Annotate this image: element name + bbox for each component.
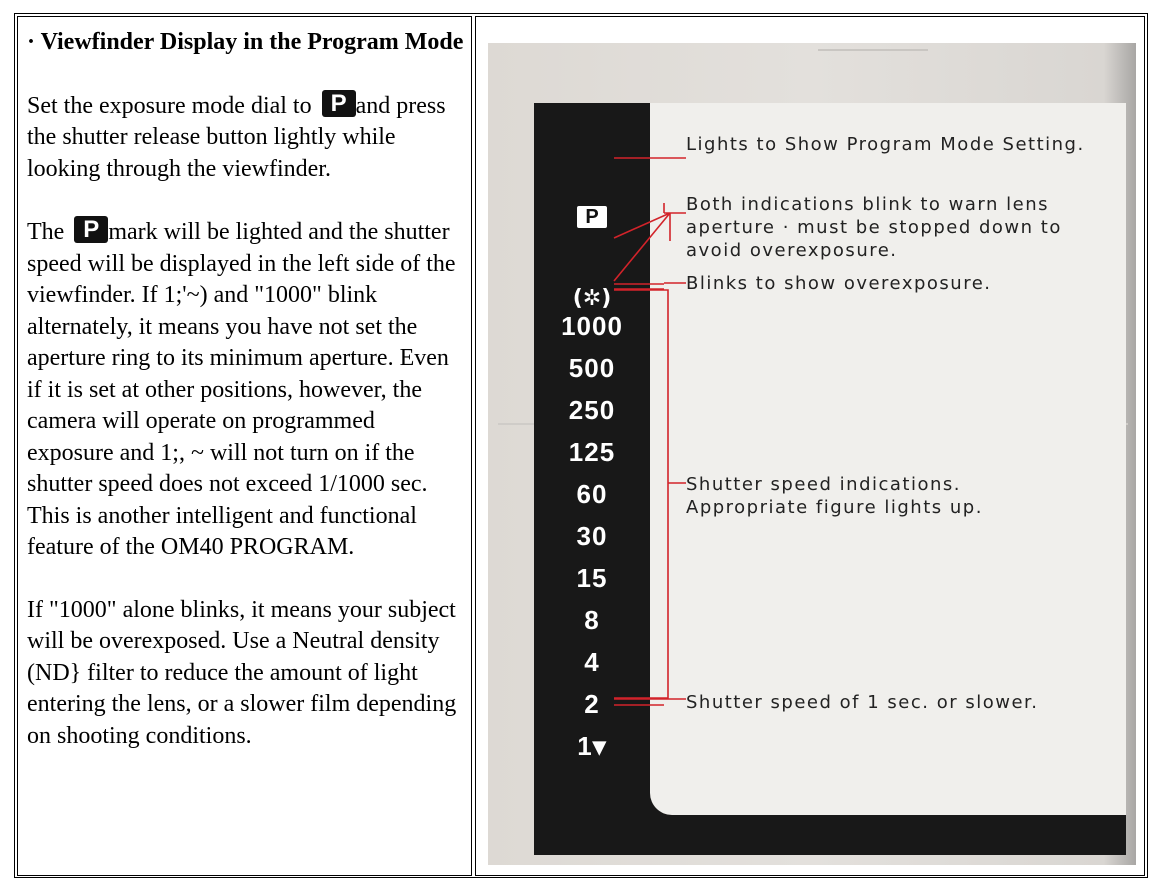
- para1-text-start: Set the exposure mode dial to: [27, 92, 318, 119]
- speed-2: 2: [584, 689, 600, 719]
- speed-30: 30: [576, 521, 608, 551]
- speed-60: 60: [576, 479, 608, 509]
- paragraph-overexposure: If "1000" alone blinks, it means your subject will be overexposed. Use a Neutral density (ND} filter to reduce the amount of light entering the lens, or a slower film depending on shooting conditions.: [27, 596, 457, 749]
- label-program: Lights to Show Program Mode Setting.: [686, 134, 1085, 155]
- text-cell: [17, 16, 472, 876]
- paragraph-blink-explanation: [27, 216, 467, 564]
- program-mode-icon: P: [322, 90, 356, 117]
- speed-15: 15: [576, 563, 608, 593]
- label-slow: Shutter speed of 1 sec. or slower.: [686, 692, 1039, 713]
- speed-4: 4: [584, 647, 600, 677]
- leader-lines: [488, 43, 1136, 865]
- speed-8: 8: [584, 605, 600, 635]
- section-heading: · Viewfinder Display in the Program Mode: [27, 29, 464, 55]
- description-text: [27, 27, 467, 783]
- para2-text-end: mark will be lighted and the shutter speed will be displayed in the left side of the viewfinder. If 1;'~) and "1000" blink alternately, it means you have not set the aperture ring to its minimum aperture. Even if it is set at other positions, however, the camera will operate on programmed exposure and 1;, ~ will not turn on if the shutter speed does not exceed 1/1000 sec. This is another intelligent and functional feature of the OM40 PROGRAM.: [27, 219, 456, 560]
- leader-shutter-range: [614, 290, 686, 698]
- speed-125: 125: [568, 437, 616, 467]
- program-mode-icon: P: [74, 216, 108, 243]
- label-shutter-indications: Shutter speed indications. Appropriate figure lights up.: [686, 474, 983, 518]
- leader-blink-both: [614, 203, 686, 281]
- program-indicator: P: [577, 206, 607, 228]
- para2-text-start: The: [27, 219, 71, 245]
- scanned-manual-page: [488, 43, 1136, 865]
- label-blink-both: Both indications blink to warn lens aperture · must be stopped down to avoid overexposure.: [686, 194, 1062, 261]
- aperture-warning-icon: (✲): [572, 286, 612, 311]
- leader-overexposure: [614, 283, 686, 289]
- speed-250: 250: [568, 395, 616, 425]
- leader-slow: [614, 699, 686, 705]
- paragraph-set-dial: [27, 90, 467, 186]
- label-overexposure: Blinks to show overexposure.: [686, 273, 992, 294]
- image-cell: [475, 16, 1145, 876]
- speed-500: 500: [568, 353, 616, 383]
- para1-text-end: and press the shutter release button lightly while looking through the viewfinder.: [27, 92, 446, 182]
- speed-1000: 1000: [561, 311, 623, 341]
- speed-1-or-slower: 1▾: [577, 731, 607, 761]
